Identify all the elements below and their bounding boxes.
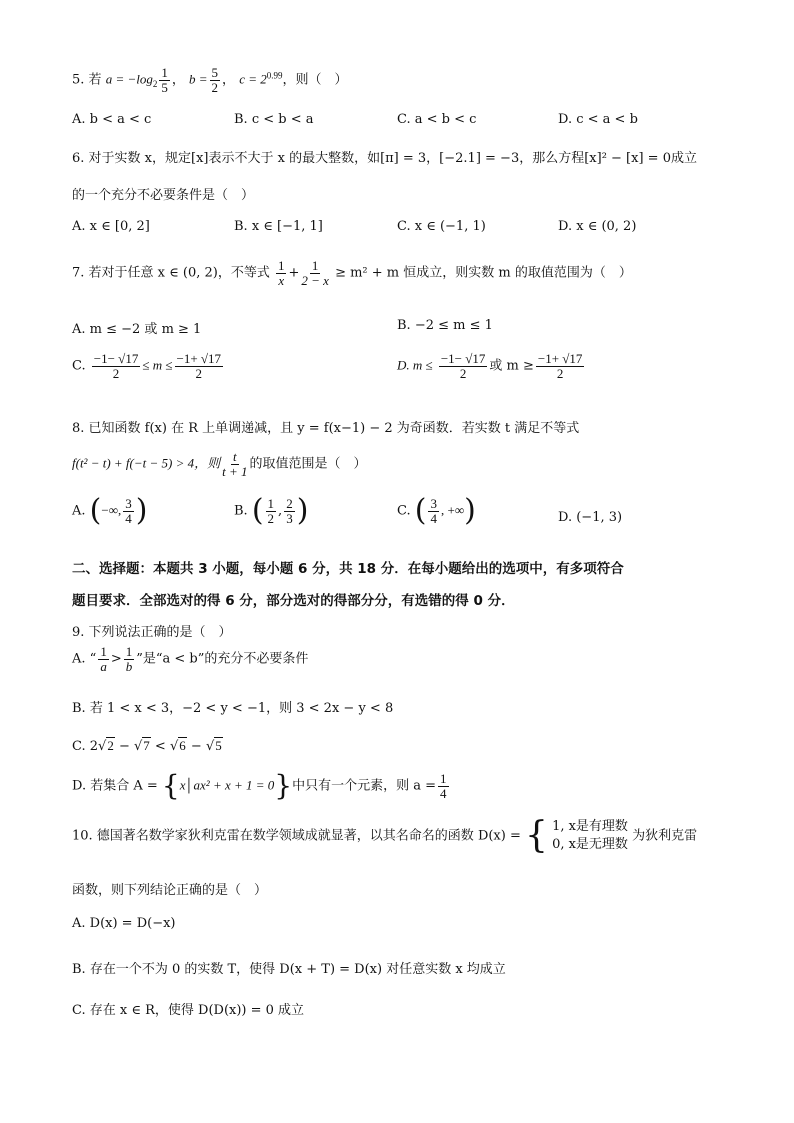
q9-option-a: A. “ $\frac{1}{a}$ > $\frac{1}{b}$ ”是“a < b”的充分不必要条件	[72, 644, 309, 674]
q6-option-c: C. x ∈ (−1, 1)	[397, 219, 486, 234]
q6-option-b: B. x ∈ [−1, 1]	[234, 219, 323, 234]
q9-stem: 9. 下列说法正确的是（ ）	[72, 625, 232, 640]
q8-option-d: D. (−1, 3)	[558, 510, 623, 525]
q5-option-a: A. b < a < c	[72, 112, 152, 127]
q9-option-c: C. 2√2 − √7 < √6 − √5	[72, 738, 222, 754]
q8-option-a: A. (−∞, $\frac{3}{4}$ )	[72, 493, 148, 528]
q7-option-d: D. m ≤ $\frac{-1- √17}{2}$ 或 m ≥ $\frac{-1+ √17}{2}$	[397, 351, 583, 381]
q5-option-d: D. c < a < b	[558, 112, 638, 127]
q7-option-a: A. m ≤ −2 或 m ≥ 1	[72, 322, 202, 337]
q7-option-b: B. −2 ≤ m ≤ 1	[397, 318, 493, 333]
q10-stem-line2: 函数，则下列结论正确的是（ ）	[72, 883, 268, 898]
q8-option-c: C. ( $\frac{3}{4}$ , +∞)	[397, 493, 476, 528]
q6-stem-line2: 的一个充分不必要条件是（ ）	[72, 188, 255, 203]
q10-case-rational: 1, x是有理数	[552, 819, 628, 835]
q9-option-d: D. 若集合 A = {x│ax² + x + 1 = 0}中只有一个元素，则 a = $\frac{1}{4}$	[72, 769, 447, 803]
q5-option-b: B. c < b < a	[234, 112, 314, 127]
section2-heading-line1: 二、选择题：本题共 3 小题，每小题 6 分，共 18 分．在每小题给出的选项中，有多项符合	[72, 561, 624, 577]
q9-option-b: B. 若 1 < x < 3，−2 < y < −1，则 3 < 2x − y < 8	[72, 701, 394, 716]
q10-option-a: A. D(x) = D(−x)	[72, 916, 176, 931]
q8-stem-line1: 8. 已知函数 f(x) 在 R 上单调递减，且 y = f(x−1) − 2 为奇函数．若实数 t 满足不等式	[72, 421, 580, 436]
q5-option-c: C. a < b < c	[397, 112, 477, 127]
q6-stem-line1: 6. 对于实数 x，规定[x]表示不大于 x 的最大整数，如[π] = 3，[−2.1] = −3，那么方程[x]² − [x] = 0成立	[72, 151, 697, 166]
q8-stem-line2: f(t² − t) + f(−t − 5) > 4，则 $\frac{t}{t + 1}$ 的取值范围是（ ）	[72, 449, 367, 479]
q7-option-c: C. $\frac{-1- √17}{2}$ ≤ m ≤ $\frac{-1+ √17}{2}$	[72, 351, 222, 381]
q10-case-irrational: 0, x是无理数	[552, 837, 628, 852]
q7-stem: 7. 若对于任意 x ∈ (0, 2)，不等式 $\frac{1}{x}$ + $\frac{1}{2 - x}$ ≥ m² + m 恒成立，则实数 m 的取值范围为（ ）	[72, 258, 632, 288]
section2-heading-line2: 题目要求．全部选对的得 6 分，部分选对的得部分分，有选错的得 0 分．	[72, 593, 515, 609]
q10-stem-line1: 10. 德国著名数学家狄利克雷在数学领域成就显著，以其名命名的函数 D(x) = { 1, x是有理数 0, x是无理数 为狄利克雷	[72, 815, 698, 856]
q5-stem: 5. 若 $a = -\log_2$ $\frac{1}{5}$ ， b = $\frac{5}{2}$ ， $c = 2^{0.99}$，则（ ）	[72, 65, 348, 95]
q10-option-b: B. 存在一个不为 0 的实数 T，使得 D(x + T) = D(x) 对任意实数 x 均成立	[72, 962, 506, 977]
q6-option-d: D. x ∈ (0, 2)	[558, 219, 637, 234]
q10-option-c: C. 存在 x ∈ R，使得 D(D(x)) = 0 成立	[72, 1003, 305, 1018]
q8-option-b: B. ( $\frac{1}{2}$ , $\frac{2}{3}$ )	[234, 493, 309, 528]
q6-option-a: A. x ∈ [0, 2]	[72, 219, 150, 234]
